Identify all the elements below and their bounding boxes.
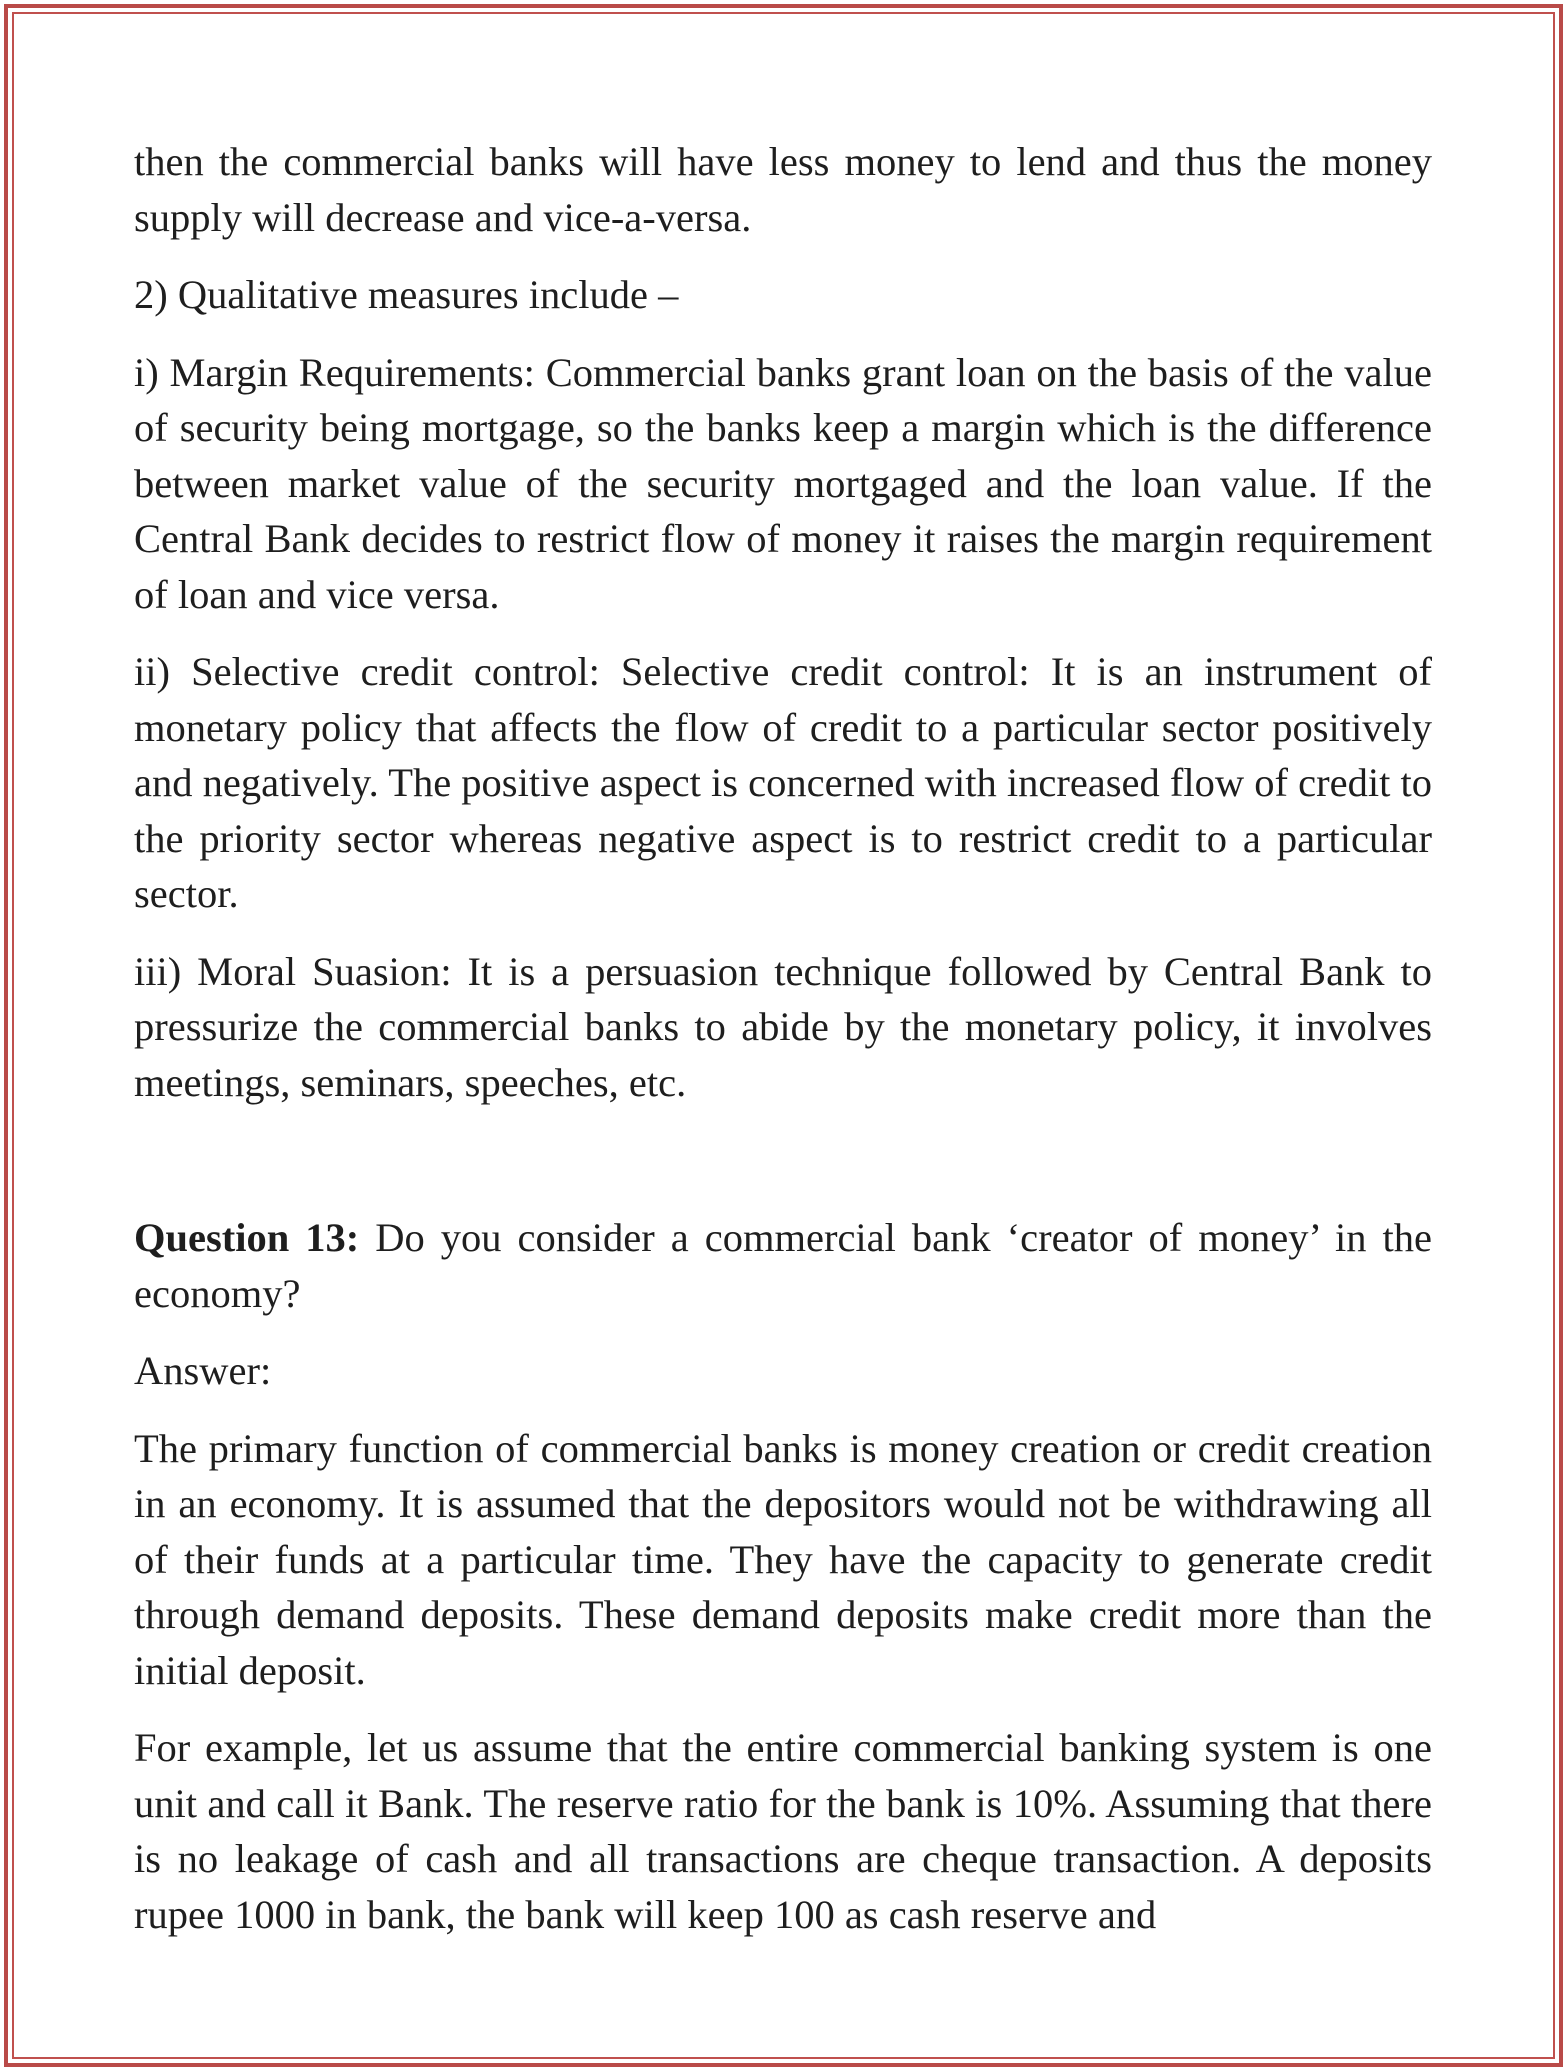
paragraph: The primary function of commercial banks is money creation or credit creation in an economy. It is assumed that the depositors would not be withdrawing all of their funds at a particular time. They have the capacity to generate credit through demand deposits. These demand deposits make credit more than the initial deposit.	[134, 1425, 1432, 1693]
question-label: Question 13:	[134, 1215, 360, 1260]
question-13	[134, 1210, 1432, 1321]
paragraph: ii) Selective credit control: Selective credit control: It is an instrument of monetary policy that affects the flow of credit to a particular sector positively and negatively. The positive aspect is concerned with increased flow of credit to the priority sector whereas negative aspect is to restrict credit to a particular sector.	[134, 649, 1432, 916]
question-text: Do you consider a commercial bank ‘creator of money’ in the economy?	[134, 1215, 1432, 1316]
answer-label: Answer:	[134, 1348, 272, 1393]
paragraph: i) Margin Requirements: Commercial banks grant loan on the basis of the value of security being mortgage, so the banks keep a margin which is the difference between market value of the security mortgaged and the loan value. If the Central Bank decides to restrict flow of money it raises the margin requirement of loan and vice versa.	[134, 349, 1432, 617]
paragraph: then the commercial banks will have less money to lend and thus the money supply will decrease and vice-a-versa.	[134, 139, 1432, 240]
paragraph: iii) Moral Suasion: It is a persuasion technique followed by Central Bank to pressurize the commercial banks to abide by the monetary policy, it involves meetings, seminars, speeches, etc.	[134, 948, 1432, 1105]
paragraph: 2) Qualitative measures include –	[134, 272, 679, 317]
paragraph: For example, let us assume that the entire commercial banking system is one unit and call it Bank. The reserve ratio for the bank is 10%. Assuming that there is no leakage of cash and all transactions are cheque transaction. A deposits rupee 1000 in bank, the bank will keep 100 as cash reserve and	[134, 1725, 1432, 1937]
page-content	[134, 134, 1432, 1964]
